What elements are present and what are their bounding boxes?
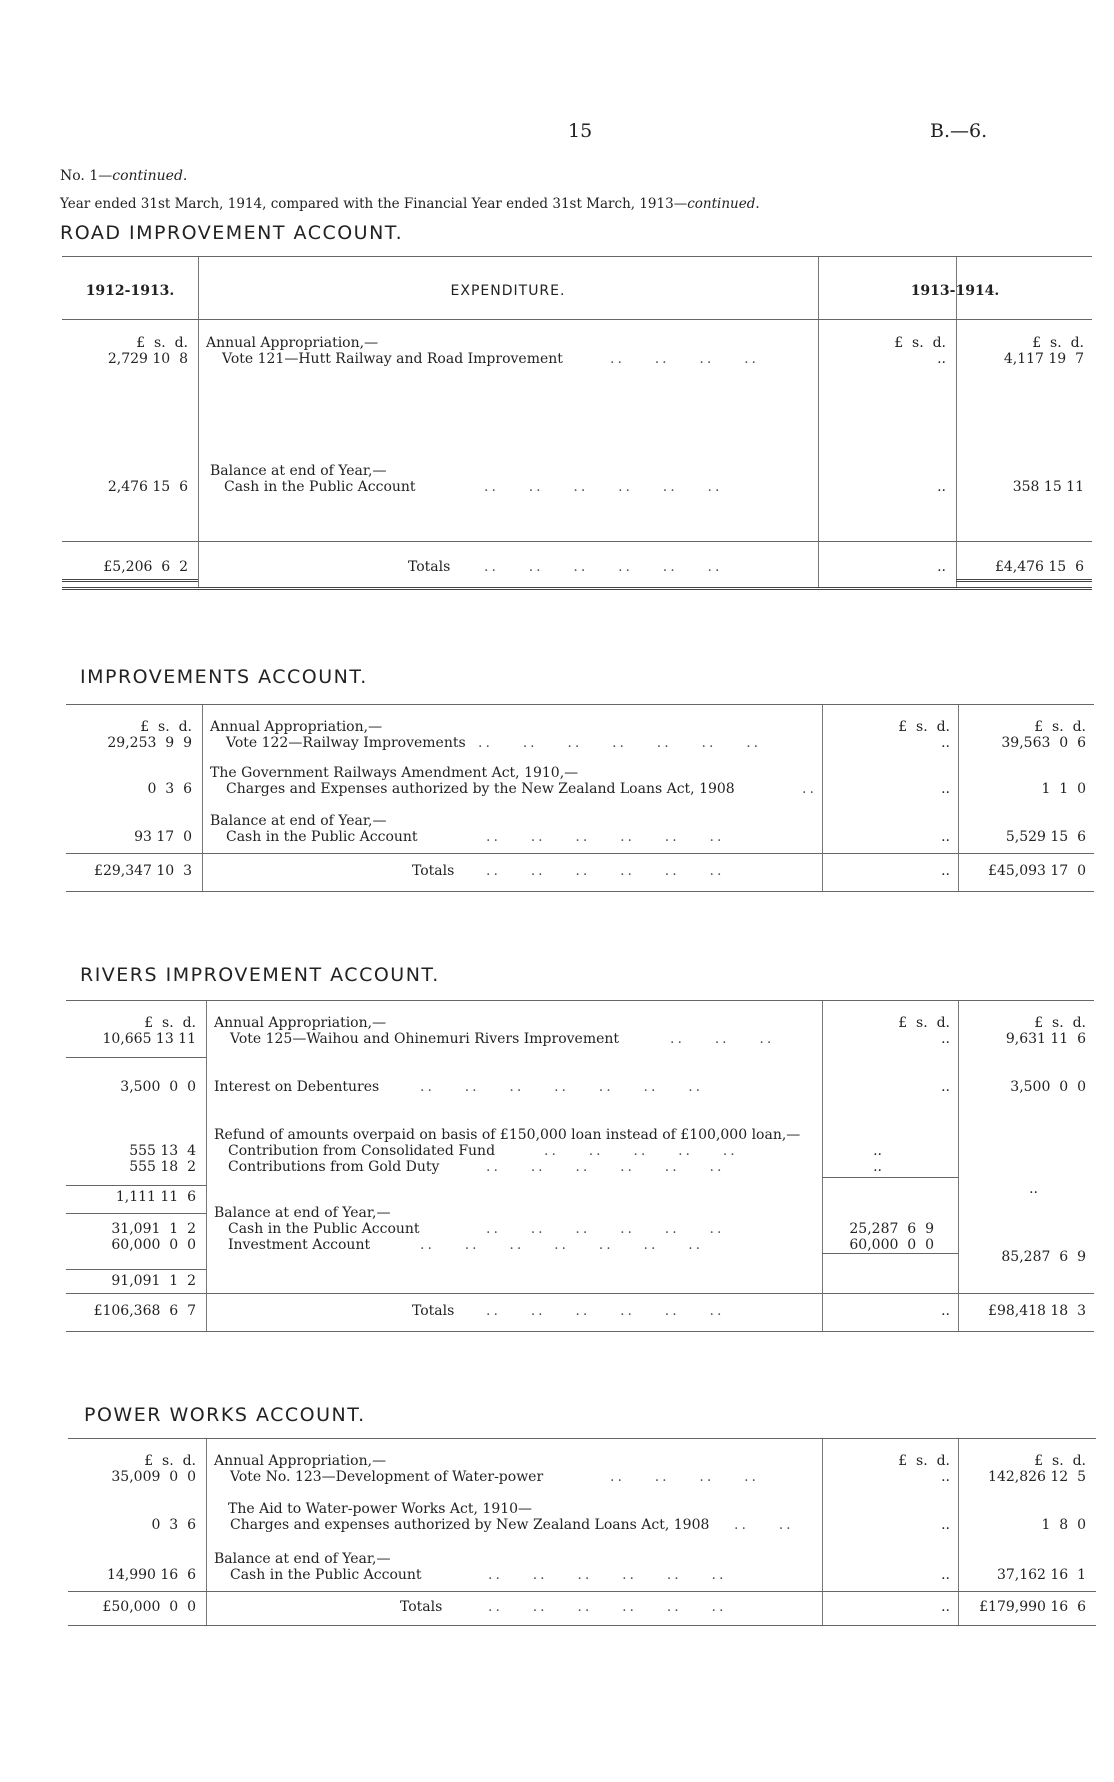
- continuation-heading: [60, 168, 187, 184]
- rivers-r4-right: 85,287 6 9: [1001, 1249, 1086, 1265]
- road-r1-label: Annual Appropriation,—: [206, 335, 379, 351]
- improvements-r3-left: 93 17 0: [134, 829, 192, 845]
- road-account-title: ROAD IMPROVEMENT ACCOUNT.: [60, 222, 404, 244]
- rivers-r2-label: Interest on Debentures: [214, 1079, 380, 1095]
- power-r2-sub: Charges and expenses authorized by New Zealand Loans Act, 1908: [230, 1517, 710, 1533]
- rivers-r4-sum-left: 91,091 1 2: [111, 1273, 196, 1289]
- rivers-r1-left: 10,665 13 11: [102, 1031, 196, 1047]
- rivers-r4-label: Balance at end of Year,—: [214, 1205, 391, 1221]
- rivers-r3b-sub: Contributions from Gold Duty: [228, 1159, 440, 1175]
- improvements-lsd-left: £ s. d.: [140, 719, 192, 735]
- rivers-r3-sum-left: 1,111 11 6: [115, 1189, 196, 1205]
- road-account-table: 1912-1913. EXPENDITURE. 1913-1914. £ s. d. £ s. d. £ s. d. 2,729 10 8 Annual Appropriation,— Vote 121—Hutt Railway and Road Improvement .. .. .. .. .. 4,117 19 7 Balance at end of Year,— 2,476 15 6 Cash in the Public Account .. .. .. .. .. .. .. 358 15 11 £5,206 6 2 Totals .. .. .. .. .. .. .. £4,476 15 6: [62, 256, 1092, 590]
- continuation-no: No. 1: [60, 168, 99, 184]
- road-col-1912: 1912-1913.: [85, 283, 175, 299]
- road-r1-sub: Vote 121—Hutt Railway and Road Improvement: [222, 351, 563, 367]
- power-r1-sub: Vote No. 123—Development of Water-power: [230, 1469, 544, 1485]
- road-total-mid: ..: [937, 559, 946, 575]
- improvements-account-title: IMPROVEMENTS ACCOUNT.: [80, 666, 368, 688]
- improvements-total-mid: ..: [941, 863, 950, 879]
- road-total-right: £4,476 15 6: [994, 559, 1084, 575]
- improvements-r3-sub: Cash in the Public Account: [226, 829, 418, 845]
- power-r2-right: 1 8 0: [1041, 1517, 1086, 1533]
- power-lsd-mid: £ s. d.: [898, 1453, 950, 1469]
- improvements-account-table: £ s. d. £ s. d. £ s. d. 29,253 9 9 Annual Appropriation,— Vote 122—Railway Improvements .. .. .. .. .. .. .. .. 39,563 0 6 The Government Railways Amendment Act, 1910,— 0 3 6 Charges and Expenses authorized by the New Zealand Loans Act, 1908 .. .. 1 1 0 Balance at end of Year,— 93 17 0 Cash in the Public Account .. .. .. .. .. .. .. 5,529 15 6 £29,347 10 3 Totals .. .. .. .. .. .. .. £45,093 17 0: [66, 704, 1094, 892]
- power-r2-left: 0 3 6: [151, 1517, 196, 1533]
- power-r1-left: 35,009 0 0: [111, 1469, 196, 1485]
- power-lsd-left: £ s. d.: [144, 1453, 196, 1469]
- rivers-r4a-left: 31,091 1 2: [111, 1221, 196, 1237]
- page-number: 15: [568, 120, 593, 142]
- power-r3-sub: Cash in the Public Account: [230, 1567, 422, 1583]
- power-total-right: £179,990 16 6: [979, 1599, 1086, 1615]
- road-r1-right: 4,117 19 7: [1003, 351, 1084, 367]
- improvements-total-left: £29,347 10 3: [94, 863, 192, 879]
- rivers-r3-label: Refund of amounts overpaid on basis of £150,000 loan instead of £100,000 loan,—: [214, 1127, 801, 1143]
- improvements-r3-right: 5,529 15 6: [1005, 829, 1086, 845]
- power-r3-left: 14,990 16 6: [106, 1567, 196, 1583]
- road-lsd-left: £ s. d.: [136, 335, 188, 351]
- road-r2-sub: Cash in the Public Account: [224, 479, 416, 495]
- improvements-r2-label: The Government Railways Amendment Act, 1910,—: [210, 765, 579, 781]
- rivers-total-mid: ..: [941, 1303, 950, 1319]
- power-r2-mid: ..: [941, 1517, 950, 1533]
- period-description: [60, 196, 760, 212]
- rivers-r2-mid: ..: [941, 1079, 950, 1095]
- road-col-1913: 1913-1914.: [910, 283, 1000, 299]
- road-r2-mid: ..: [937, 479, 946, 495]
- power-lsd-right: £ s. d.: [1034, 1453, 1086, 1469]
- rivers-lsd-left: £ s. d.: [144, 1015, 196, 1031]
- road-r1-mid: ..: [937, 351, 946, 367]
- road-total-label: Totals: [408, 559, 451, 575]
- power-account-title: POWER WORKS ACCOUNT.: [84, 1404, 366, 1426]
- rivers-r2-right: 3,500 0 0: [1010, 1079, 1086, 1095]
- improvements-lsd-right: £ s. d.: [1034, 719, 1086, 735]
- improvements-total-label: Totals: [412, 863, 455, 879]
- improvements-r1-left: 29,253 9 9: [107, 735, 192, 751]
- rivers-total-label: Totals: [412, 1303, 455, 1319]
- power-r2-label: The Aid to Water-power Works Act, 1910—: [228, 1501, 533, 1517]
- period-cont: —continued.: [673, 196, 760, 212]
- rivers-r3b-left: 555 18 2: [129, 1159, 196, 1175]
- page-reference: B.—6.: [930, 120, 988, 142]
- power-r3-right: 37,162 16 1: [996, 1567, 1086, 1583]
- improvements-r1-sub: Vote 122—Railway Improvements: [226, 735, 466, 751]
- period-text: Year ended 31st March, 1914, compared with the Financial Year ended 31st March, 1913: [60, 196, 674, 212]
- continuation-no-cont: —continued.: [98, 168, 188, 184]
- rivers-r2-left: 3,500 0 0: [120, 1079, 196, 1095]
- rivers-r4a-mid: 25,287 6 9: [849, 1221, 934, 1237]
- rivers-lsd-right: £ s. d.: [1034, 1015, 1086, 1031]
- rivers-r4b-mid: 60,000 0 0: [849, 1237, 934, 1253]
- rivers-account-title: RIVERS IMPROVEMENT ACCOUNT.: [80, 964, 440, 986]
- power-r3-label: Balance at end of Year,—: [214, 1551, 391, 1567]
- power-total-left: £50,000 0 0: [102, 1599, 196, 1615]
- power-total-label: Totals: [400, 1599, 443, 1615]
- rivers-r4a-sub: Cash in the Public Account: [228, 1221, 420, 1237]
- rivers-lsd-mid: £ s. d.: [898, 1015, 950, 1031]
- improvements-r1-label: Annual Appropriation,—: [210, 719, 383, 735]
- road-lsd-right: £ s. d.: [1032, 335, 1084, 351]
- improvements-r2-right: 1 1 0: [1041, 781, 1086, 797]
- road-r2-left: 2,476 15 6: [107, 479, 188, 495]
- rivers-r1-label: Annual Appropriation,—: [214, 1015, 387, 1031]
- rivers-r3b-mid: ..: [873, 1159, 882, 1175]
- rivers-r3-right: ..: [1029, 1181, 1038, 1197]
- road-lsd-mid: £ s. d.: [894, 335, 946, 351]
- rivers-r3a-mid: ..: [873, 1143, 882, 1159]
- rivers-r1-mid: ..: [941, 1031, 950, 1047]
- road-r1-left: 2,729 10 8: [107, 351, 188, 367]
- power-r3-mid: ..: [941, 1567, 950, 1583]
- power-r1-right: 142,826 12 5: [988, 1469, 1086, 1485]
- improvements-r2-left: 0 3 6: [147, 781, 192, 797]
- rivers-r4b-sub: Investment Account: [228, 1237, 371, 1253]
- rivers-r3a-left: 555 13 4: [129, 1143, 196, 1159]
- road-total-left: £5,206 6 2: [103, 559, 188, 575]
- rivers-total-right: £98,418 18 3: [988, 1303, 1086, 1319]
- road-r2-right: 358 15 11: [1012, 479, 1084, 495]
- rivers-r3a-sub: Contribution from Consolidated Fund: [228, 1143, 496, 1159]
- road-col-expenditure: EXPENDITURE.: [450, 283, 566, 299]
- improvements-r2-sub: Charges and Expenses authorized by the New Zealand Loans Act, 1908: [226, 781, 735, 797]
- improvements-r1-right: 39,563 0 6: [1001, 735, 1086, 751]
- power-r1-label: Annual Appropriation,—: [214, 1453, 387, 1469]
- improvements-r3-label: Balance at end of Year,—: [210, 813, 387, 829]
- rivers-account-table: £ s. d. £ s. d. £ s. d. 10,665 13 11 Annual Appropriation,— Vote 125—Waihou and Ohinemuri Rivers Improvement .. .. .. .. 9,631 11 6 3,500 0 0 Interest on Debentures .. .. .. .. .. .. .. .. 3,500 0 0 Refund of amounts overpaid on basis of £150,000 loan instead of £100,000 loan,— 555 13 4 Contribution from Consolidated Fund .. .. .. .. .. .. 555 18 2 Contributions from Gold Duty .. .. .. .. .. .. .. 1,111 11 6 .. Balance at end of Year,— 31,091 1 2 Cash in the Public Account .. .. .. .. .. .. 25,287 6 9 60,000 0 0 Investment Account .. .. .. .. .. .. .. 60,000 0 0 85,287 6 9 91,091 1 2 £106,368 6 7 Totals .. .. .. .. .. .. .. £98,418 18 3: [66, 1000, 1094, 1332]
- road-r2-label: Balance at end of Year,—: [210, 463, 387, 479]
- improvements-lsd-mid: £ s. d.: [898, 719, 950, 735]
- rivers-total-left: £106,368 6 7: [93, 1303, 196, 1319]
- improvements-r2-mid: ..: [941, 781, 950, 797]
- rivers-r4b-left: 60,000 0 0: [111, 1237, 196, 1253]
- power-account-table: £ s. d. £ s. d. £ s. d. 35,009 0 0 Annual Appropriation,— Vote No. 123—Development of Water-power .. .. .. .. .. 142,826 12 5 The Aid to Water-power Works Act, 1910— 0 3 6 Charges and expenses authorized by New Zealand Loans Act, 1908 .. .. .. 1 8 0 Balance at end of Year,— 14,990 16 6 Cash in the Public Account .. .. .. .. .. .. .. 37,162 16 1 £50,000 0 0 Totals .. .. .. .. .. .. .. £179,990 16 6: [68, 1438, 1096, 1626]
- power-r1-mid: ..: [941, 1469, 950, 1485]
- improvements-r3-mid: ..: [941, 829, 950, 845]
- rivers-r1-sub: Vote 125—Waihou and Ohinemuri Rivers Improvement: [230, 1031, 620, 1047]
- improvements-total-right: £45,093 17 0: [988, 863, 1086, 879]
- improvements-r1-mid: ..: [941, 735, 950, 751]
- power-total-mid: ..: [941, 1599, 950, 1615]
- rivers-r1-right: 9,631 11 6: [1005, 1031, 1086, 1047]
